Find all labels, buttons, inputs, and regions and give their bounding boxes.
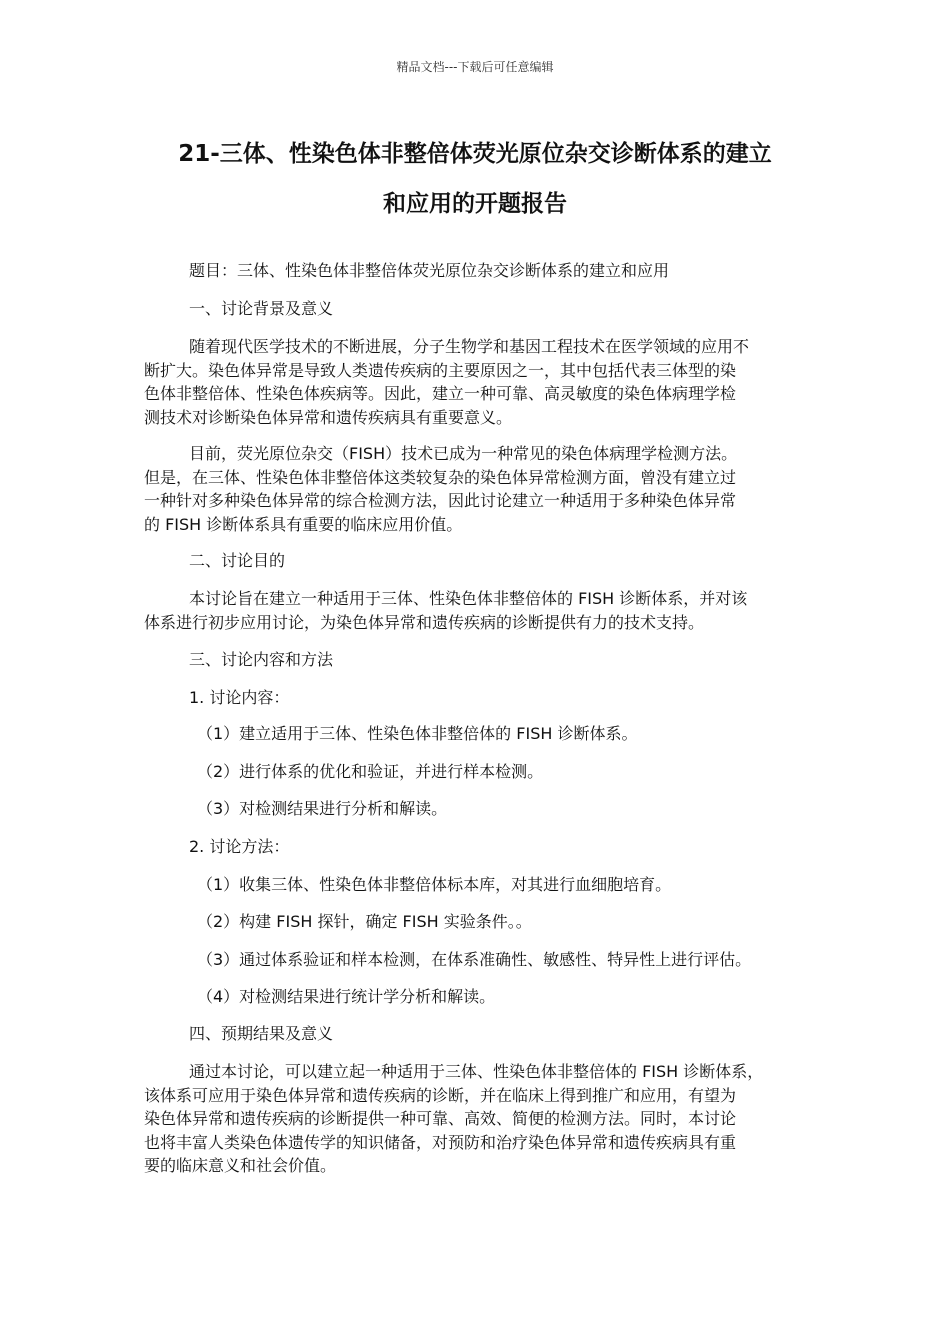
document-title-line-1: 21-三体、性染色体非整倍体荧光原位杂交诊断体系的建立 [178,141,772,167]
section-2-para-1-line: 体系进行初步应用讨论，为染色体异常和遗传疾病的诊断提供有力的技术支持。 [144,612,705,632]
section-1-para-1-line: 断扩大。染色体异常是导致人类遗传疾病的主要原因之一，其中包括代表三体型的染 [144,360,737,380]
section-4-para-1-line: 该体系可应用于染色体异常和遗传疾病的诊断，并在临床上得到推广和应用，有望为 [144,1085,737,1105]
section-3-heading: 三、讨论内容和方法 [189,650,334,669]
method-subheading: 2. 讨论方法： [189,837,290,856]
section-2-para-1-line: 本讨论旨在建立一种适用于三体、性染色体非整倍体的 FISH 诊断体系，并对该 [189,589,748,608]
section-1-para-2-line: 但是，在三体、性染色体非整倍体这类较复杂的染色体异常检测方面，曾没有建立过 [144,467,737,487]
topic-line: 题目：三体、性染色体非整倍体荧光原位杂交诊断体系的建立和应用 [189,261,670,280]
method-item: （4）对检测结果进行统计学分析和解读。 [197,987,496,1006]
section-2-heading: 二、讨论目的 [189,551,286,570]
header-note: 精品文档---下载后可任意编辑 [396,60,554,74]
section-1-para-2-line: 目前，荧光原位杂交（FISH）技术已成为一种常见的染色体病理学检测方法。 [189,444,738,463]
section-4-para-1-line: 通过本讨论，可以建立起一种适用于三体、性染色体非整倍体的 FISH 诊断体系， [189,1062,764,1081]
document-title-line-2: 和应用的开题报告 [383,191,567,217]
section-4-para-1-line: 要的临床意义和社会价值。 [144,1156,337,1175]
content-item: （1）建立适用于三体、性染色体非整倍体的 FISH 诊断体系。 [197,724,638,743]
section-1-para-2-line: 一种针对多种染色体异常的综合检测方法，因此讨论建立一种适用于多种染色体异常 [144,491,737,510]
section-1-para-1-line: 随着现代医学技术的不断进展，分子生物学和基因工程技术在医学领域的应用不 [189,337,750,356]
section-1-para-1-line: 色体非整倍体、性染色体疾病等。因此，建立一种可靠、高灵敏度的染色体病理学检 [144,384,737,403]
method-item: （1）收集三体、性染色体非整倍体标本库，对其进行血细胞培育。 [197,875,672,894]
content-subheading: 1. 讨论内容： [189,688,290,707]
section-1-para-2-line: 的 FISH 诊断体系具有重要的临床应用价值。 [144,514,463,534]
content-item: （2）进行体系的优化和验证，并进行样本检测。 [197,762,544,781]
section-4-heading: 四、预期结果及意义 [189,1024,334,1043]
section-4-para-1-line: 也将丰富人类染色体遗传学的知识储备，对预防和治疗染色体异常和遗传疾病具有重 [144,1132,737,1152]
method-item: （3）通过体系验证和样本检测，在体系准确性、敏感性、特异性上进行评估。 [197,950,752,969]
method-item: （2）构建 FISH 探针，确定 FISH 实验条件。。 [197,912,532,931]
content-item: （3）对检测结果进行分析和解读。 [197,799,448,818]
section-4-para-1-line: 染色体异常和遗传疾病的诊断提供一种可靠、高效、简便的检测方法。同时，本讨论 [144,1109,737,1128]
section-1-para-1-line: 测技术对诊断染色体异常和遗传疾病具有重要意义。 [144,407,513,427]
section-1-heading: 一、讨论背景及意义 [189,299,334,318]
